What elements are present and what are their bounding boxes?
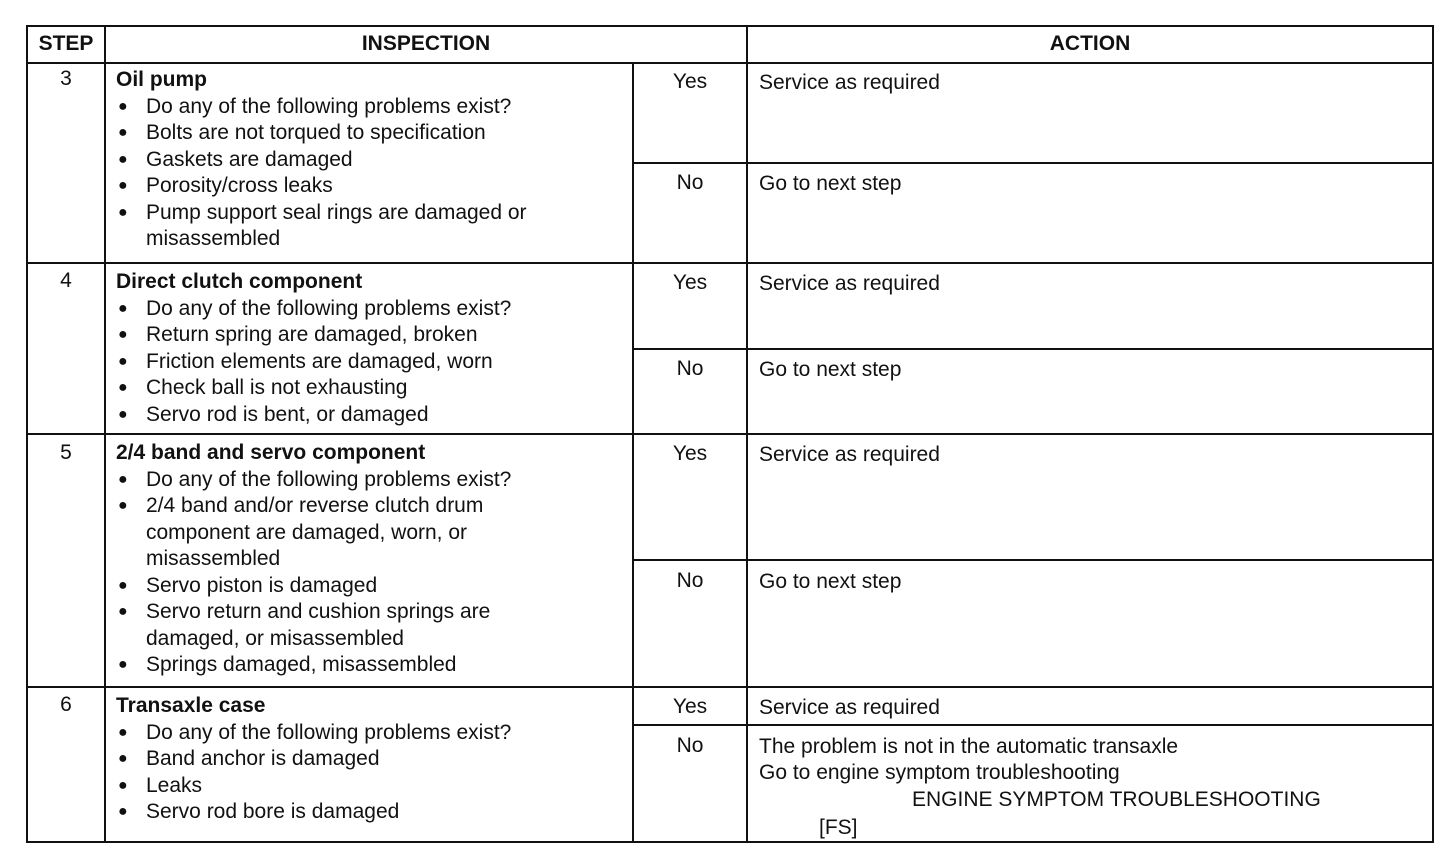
inspection-list [116,94,626,253]
no-label: No [676,734,704,757]
no-label: No [676,357,704,380]
inspection-item: ● Return spring are damaged, broken [116,322,626,349]
inspection-item: ● Do any of the following problems exist? [116,94,626,121]
no-action [759,734,1419,786]
rule-step4-end [28,433,1432,435]
no-action: Go to next step [759,358,902,381]
reference-title: ENGINE SYMPTOM TROUBLESHOOTING [912,788,1321,811]
inspection-item: ● Bolts are not torqued to specification [116,120,626,147]
inspection-title: 2/4 band and servo component [116,441,426,464]
inspection-item: ● Friction elements are damaged, worn [116,349,626,376]
step-number: 5 [60,441,72,464]
rule-step6-yes-no [633,724,1432,726]
yes-action: Service as required [759,696,940,719]
inspection-table [26,25,1434,843]
no-label: No [676,171,704,194]
inspection-item: ● Do any of the following problems exist? [116,296,626,323]
yes-label: Yes [672,442,708,465]
rule-header [28,62,1432,64]
inspection-item: ● Do any of the following problems exist? [116,720,626,747]
inspection-item: ● Springs damaged, misassembled [116,652,576,679]
inspection-item: ● Gaskets are damaged [116,147,626,174]
inspection-title: Oil pump [116,68,207,91]
inspection-item: ● 2/4 band and/or reverse clutch drum component are damaged, worn, or misassembled [116,493,576,573]
no-action: Go to next step [759,570,902,593]
yes-action: Service as required [759,443,940,466]
inspection-cell [116,693,626,826]
header-inspection: INSPECTION [361,32,491,55]
inspection-list [116,296,626,429]
yes-action: Service as required [759,272,940,295]
inspection-item: ● Check ball is not exhausting [116,375,626,402]
rule-step3-yes-no [633,162,1432,164]
yes-action: Service as required [759,71,940,94]
reference-tag: [FS] [819,816,858,839]
header-step: STEP [38,32,94,55]
yes-label: Yes [672,271,708,294]
inspection-item: ● Do any of the following problems exist? [116,467,576,494]
rule-step5-end [28,686,1432,688]
inspection-item: ● Band anchor is damaged [116,746,626,773]
inspection-list [116,467,576,679]
step-number: 6 [60,693,72,716]
inspection-title: Direct clutch component [116,270,363,293]
inspection-cell [116,440,576,679]
inspection-cell [116,269,626,428]
inspection-cell [116,67,626,253]
inspection-item: ● Leaks [116,773,626,800]
no-action: Go to next step [759,172,902,195]
inspection-list [116,720,626,826]
no-label: No [676,569,704,592]
yes-label: Yes [672,695,708,718]
no-action-line: The problem is not in the automatic transaxle [759,735,1179,758]
inspection-item: ● Servo rod bore is damaged [116,799,626,826]
rule-action-column [746,27,748,841]
inspection-item: ● Pump support seal rings are damaged or misassembled [116,200,626,253]
inspection-item: ● Porosity/cross leaks [116,173,626,200]
rule-step3-end [28,262,1432,264]
rule-step-column [104,27,106,841]
rule-step5-yes-no [633,559,1432,561]
inspection-item: ● Servo rod is bent, or damaged [116,402,626,429]
step-number: 3 [60,67,72,90]
inspection-title: Transaxle case [116,694,266,717]
rule-step4-yes-no [633,348,1432,350]
no-action-line: Go to engine symptom troubleshooting [759,761,1120,784]
inspection-item: ● Servo piston is damaged [116,573,576,600]
step-number: 4 [60,269,72,292]
header-action: ACTION [1049,32,1131,55]
inspection-item: ● Servo return and cushion springs are damaged, or misassembled [116,599,576,652]
yes-label: Yes [672,70,708,93]
